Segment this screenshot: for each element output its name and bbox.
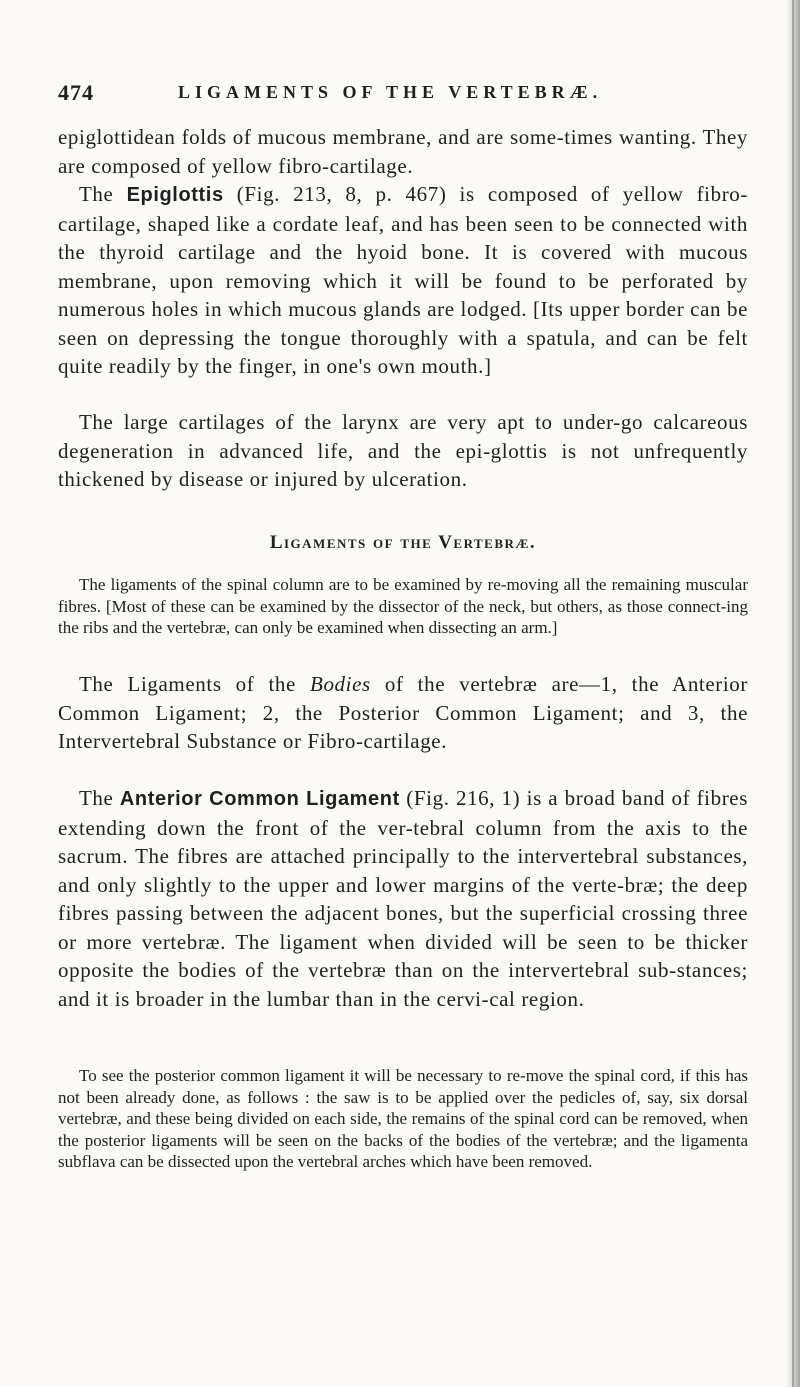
page-number: 474 xyxy=(58,80,94,105)
section-intro-text: The ligaments of the spinal column are to be examined by re-moving all the remaining muscular fibres. [Most of these can be examined by the dissector of the neck, but others, as those connect-ing the ribs and the vertebræ, can only be examined when dissecting an arm.] xyxy=(58,575,748,637)
bodies-italic: Bodies xyxy=(310,672,371,696)
paragraph-calcareous-degeneration xyxy=(58,408,748,494)
posterior-note-text: To see the posterior common ligament it will be necessary to re-move the spinal cord, if this has not been already done, as follows : the saw is to be applied over the pedicles of, say, six dorsal vertebræ, and these being divided on each side, the remains of the spinal cord can be removed, when the posterior ligaments will be seen on the backs of the bodies of the vertebræ; and the ligamenta subflava can be dissected upon the vertebral arches which have been removed. xyxy=(58,1066,748,1171)
paragraph-epiglottidean-folds xyxy=(58,123,748,180)
paragraph-ligaments-of-bodies xyxy=(58,670,748,756)
running-title: LIGAMENTS OF THE VERTEBRÆ. xyxy=(178,82,603,102)
page-edge-line xyxy=(792,0,794,1387)
bodies-before: The Ligaments of the xyxy=(79,672,311,696)
section-intro-note xyxy=(58,574,748,639)
anterior-after: (Fig. 216, 1) is a broad band of fibres extending down the front of the ver-tebral column from the axis to the sacrum. The fibres are attached principally to the intervertebral substances, and only slightly to the upper and lower margins of the verte-bræ; the deep fibres passing between the adjacent bones, but the superficial crossing three or more vertebræ. The ligament when divided will be seen to be thicker opposite the bodies of the vertebræ than on the intervertebral sub-stances; and it is broader in the lumbar than in the cervi-cal region. xyxy=(58,786,748,1011)
term-epiglottis: Epiglottis xyxy=(126,184,224,206)
paragraph-posterior-ligament-note xyxy=(58,1065,748,1173)
bodies-after: of the vertebræ are—1, the Anterior Common Ligament; 2, the Posterior Common Ligament; and 3, the Intervertebral Substance or Fibro-cartilage. xyxy=(58,672,748,753)
paragraph-anterior-common-ligament xyxy=(58,784,748,1013)
section-heading-ligaments: Ligaments of the Vertebræ. xyxy=(269,532,537,553)
paragraph-2-after: (Fig. 213, 8, p. 467) is composed of yellow fibro-cartilage, shaped like a cordate leaf, and has been seen to be connected with the thyroid cartilage and the hyoid bone. It is covered with mucous membrane, upon removing which it will be found to be perforated by numerous holes in which mucous glands are lodged. [Its upper border can be seen on depressing the tongue thoroughly with a spatula, and can be felt quite readily by the finger, in one's own mouth.] xyxy=(58,182,748,378)
paragraph-epiglottis xyxy=(58,180,748,381)
paragraph-3-text: The large cartilages of the larynx are very apt to under-go calcareous degeneration in advanced life, and the epi-glottis is not unfrequently thickened by disease or injured by ulceration. xyxy=(58,410,748,491)
paragraph-1-text: epiglottidean folds of mucous membrane, and are some-times wanting. They are composed of yellow fibro-cartilage. xyxy=(58,125,748,178)
anterior-before: The xyxy=(79,786,120,810)
paragraph-2-before: The xyxy=(79,182,127,206)
running-head xyxy=(58,80,748,110)
term-anterior-common-ligament: Anterior Common Ligament xyxy=(119,788,400,810)
